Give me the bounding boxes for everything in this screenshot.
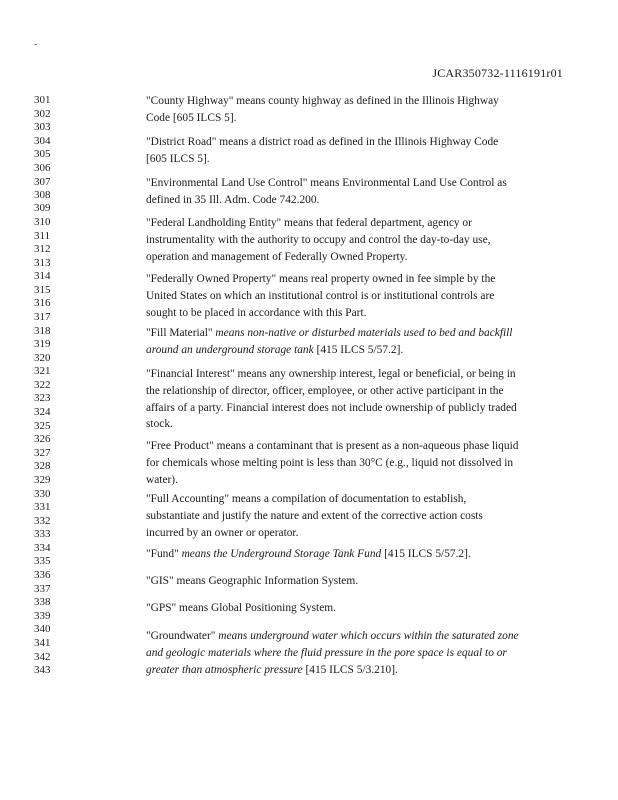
- definition-text: operation and management of Federally Owned Property.: [146, 250, 408, 263]
- definition-line: [146, 472, 566, 489]
- line-number: 340: [34, 623, 51, 635]
- line-number: 320: [34, 352, 51, 364]
- line-number: 304: [34, 135, 51, 147]
- definition-text: United States on which an institutional control is or institutional controls are: [146, 289, 495, 302]
- definition-text: affairs of a party. Financial interest does not include ownership of publicly traded: [146, 401, 517, 414]
- line-number: 325: [34, 420, 51, 432]
- definition-paragraph: [146, 600, 566, 617]
- line-number: 330: [34, 488, 51, 500]
- definition-line: [146, 249, 566, 266]
- line-number: 331: [34, 501, 51, 513]
- definition-text: "Federally Owned Property" means real property owned in fee simple by the: [146, 273, 496, 285]
- line-number: 318: [34, 325, 51, 337]
- definition-line: [146, 192, 566, 209]
- line-number: 316: [34, 297, 51, 309]
- definition-text: "Groundwater": [146, 630, 219, 642]
- definition-text: "Environmental Land Use Control" means Environmental Land Use Control as: [146, 177, 507, 189]
- definition-paragraph: [146, 175, 566, 209]
- line-number: 306: [34, 162, 51, 174]
- definition-paragraph: [146, 134, 566, 168]
- definition-line: [146, 600, 566, 617]
- definition-paragraph: [146, 366, 566, 433]
- definition-text: [605 ILCS 5].: [146, 152, 210, 165]
- definition-text: water).: [146, 473, 178, 486]
- line-number: 317: [34, 311, 51, 323]
- definition-line: [146, 383, 566, 400]
- definition-paragraph: [146, 438, 566, 488]
- definition-line: [146, 546, 566, 563]
- line-number: 327: [34, 447, 51, 459]
- definition-text: sought to be placed in accordance with this Part.: [146, 306, 367, 319]
- definition-text: "District Road" means a district road as defined in the Illinois Highway Code: [146, 136, 499, 148]
- line-number: 311: [34, 230, 51, 242]
- definition-paragraph: [146, 271, 566, 321]
- definition-text: "GPS" means Global Positioning System.: [146, 602, 336, 614]
- definition-line: [146, 416, 566, 433]
- page-mark: -: [34, 39, 38, 50]
- statutory-text: means the Underground Storage Tank Fund: [181, 548, 382, 560]
- line-number: 312: [34, 243, 51, 255]
- line-number: 313: [34, 257, 51, 269]
- line-number: 332: [34, 515, 51, 527]
- line-number: 333: [34, 528, 51, 540]
- definition-text: substantiate and justify the nature and extent of the corrective action costs: [146, 509, 483, 522]
- statutory-text: and geologic materials where the fluid pressure in the pore space is equal to or: [146, 646, 507, 659]
- line-number: 310: [34, 216, 51, 228]
- line-number: 322: [34, 379, 51, 391]
- definition-paragraph: [146, 546, 566, 563]
- definition-line: [146, 305, 566, 322]
- document-id: JCAR350732-1116191r01: [432, 66, 563, 80]
- statutory-text: around an underground storage tank: [146, 343, 314, 356]
- line-number: 334: [34, 542, 51, 554]
- definition-line: [146, 232, 566, 249]
- definition-line: [146, 325, 566, 342]
- statutory-text: means non-native or disturbed materials used to bed and backfill: [215, 327, 513, 339]
- line-number: 335: [34, 555, 51, 567]
- definition-line: [146, 151, 566, 168]
- line-number: 338: [34, 596, 51, 608]
- line-number: 343: [34, 664, 51, 676]
- line-number: 329: [34, 474, 51, 486]
- definition-text: instrumentality with the authority to occupy and control the day-to-day use,: [146, 233, 491, 246]
- line-number: 315: [34, 284, 51, 296]
- definition-line: [146, 366, 566, 383]
- definition-line: [146, 628, 566, 645]
- definition-paragraph: [146, 573, 566, 590]
- line-number: 324: [34, 406, 51, 418]
- definition-text: [415 ILCS 5/57.2].: [313, 343, 404, 356]
- definition-line: [146, 175, 566, 192]
- definition-text: [415 ILCS 5/57.2].: [381, 548, 471, 560]
- definition-line: [146, 438, 566, 455]
- definition-line: [146, 573, 566, 590]
- definition-text: [415 ILCS 5/3.210].: [302, 663, 398, 676]
- line-number: 302: [34, 108, 51, 120]
- line-number: 321: [34, 365, 51, 377]
- definition-line: [146, 491, 566, 508]
- definition-paragraph: [146, 215, 566, 265]
- definition-line: [146, 134, 566, 151]
- definition-line: [146, 271, 566, 288]
- definition-line: [146, 342, 566, 359]
- line-number: 323: [34, 392, 51, 404]
- definition-text: "Fund": [146, 548, 182, 560]
- line-number: 339: [34, 610, 51, 622]
- line-number: 303: [34, 121, 51, 133]
- definition-text: incurred by an owner or operator.: [146, 526, 299, 539]
- line-number: 309: [34, 202, 51, 214]
- definition-line: [146, 525, 566, 542]
- definition-line: [146, 508, 566, 525]
- line-number: 342: [34, 651, 51, 663]
- definition-text: "Full Accounting" means a compilation of documentation to establish,: [146, 493, 467, 505]
- line-number: 319: [34, 338, 51, 350]
- definition-paragraph: [146, 491, 566, 541]
- definition-text: Code [605 ILCS 5].: [146, 111, 237, 124]
- definition-text: defined in 35 Ill. Adm. Code 742.200.: [146, 193, 320, 206]
- statutory-text: greater than atmospheric pressure: [146, 663, 303, 676]
- definition-line: [146, 662, 566, 679]
- line-number: 301: [34, 94, 51, 106]
- definition-text: for chemicals whose melting point is less than 30°C (e.g., liquid not dissolved in: [146, 456, 514, 469]
- definition-paragraph: [146, 325, 566, 359]
- definition-text: stock.: [146, 418, 173, 431]
- definition-text: "Financial Interest" means any ownership interest, legal or beneficial, or being in: [146, 368, 516, 380]
- line-number: 336: [34, 569, 51, 581]
- line-number: 307: [34, 176, 51, 188]
- definition-text: "Federal Landholding Entity" means that federal department, agency or: [146, 217, 472, 229]
- definition-line: [146, 455, 566, 472]
- definition-text: "Free Product" means a contaminant that is present as a non-aqueous phase liquid: [146, 440, 519, 452]
- definition-line: [146, 645, 566, 662]
- definition-line: [146, 288, 566, 305]
- line-number: 337: [34, 583, 51, 595]
- definition-text: the relationship of director, officer, employee, or other active participant in the: [146, 384, 504, 397]
- line-number: 308: [34, 189, 51, 201]
- definition-text: "County Highway" means county highway as defined in the Illinois Highway: [146, 95, 499, 107]
- line-number: 305: [34, 148, 51, 160]
- line-number: 328: [34, 460, 51, 472]
- definition-paragraph: [146, 93, 566, 127]
- line-number: 326: [34, 433, 51, 445]
- line-number: 314: [34, 270, 51, 282]
- definition-text: "Fill Material": [146, 327, 216, 339]
- definition-line: [146, 110, 566, 127]
- definition-line: [146, 215, 566, 232]
- definition-paragraph: [146, 628, 566, 678]
- definition-line: [146, 93, 566, 110]
- statutory-text: means underground water which occurs within the saturated zone: [218, 630, 519, 642]
- line-number: 341: [34, 637, 51, 649]
- definition-text: "GIS" means Geographic Information System.: [146, 575, 359, 587]
- definition-line: [146, 400, 566, 417]
